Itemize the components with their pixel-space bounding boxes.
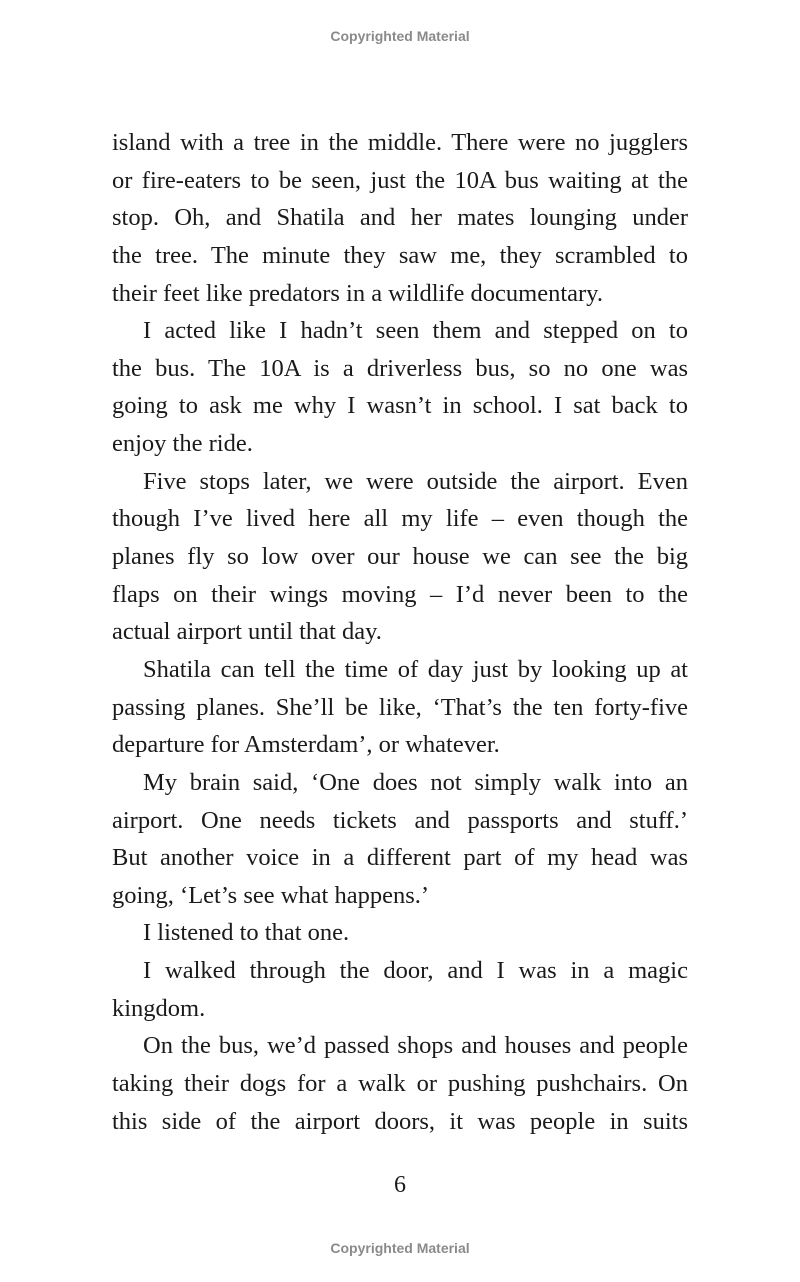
text-line: departure for Amsterdam’, or whatever. bbox=[112, 731, 500, 759]
page-number: 6 bbox=[394, 1172, 406, 1198]
text-line: On the bus, we’d passed shops and houses and people bbox=[143, 1032, 688, 1060]
text-line: actual airport until that day. bbox=[112, 618, 382, 646]
text-line: their feet like predators in a wildlife documentary. bbox=[112, 279, 603, 307]
text-line: or fire-eaters to be seen, just the 10A bus waiting at the bbox=[112, 166, 688, 194]
text-line: My brain said, ‘One does not simply walk into an bbox=[143, 768, 688, 796]
copyright-watermark-bottom: Copyrighted Material bbox=[330, 1240, 470, 1256]
text-line: going to ask me why I wasn’t in school. I sat back to bbox=[112, 392, 688, 420]
text-line: airport. One needs tickets and passports and stuff.’ bbox=[112, 806, 688, 834]
text-line: I acted like I hadn’t seen them and stepped on to bbox=[143, 317, 688, 345]
text-line: Shatila can tell the time of day just by looking up at bbox=[143, 655, 688, 683]
text-line: passing planes. She’ll be like, ‘That’s the ten forty-five bbox=[112, 693, 688, 721]
text-line: planes fly so low over our house we can see the big bbox=[112, 543, 688, 571]
text-line: the bus. The 10A is a driverless bus, so no one was bbox=[112, 354, 688, 382]
text-line: this side of the airport doors, it was people in suits bbox=[112, 1107, 688, 1135]
text-line: But another voice in a different part of my head was bbox=[112, 844, 688, 872]
text-line: stop. Oh, and Shatila and her mates lounging under bbox=[112, 204, 688, 232]
text-line: flaps on their wings moving – I’d never been to the bbox=[112, 580, 688, 608]
text-line: kingdom. bbox=[112, 994, 206, 1022]
text-line: enjoy the ride. bbox=[112, 430, 253, 458]
text-line: I walked through the door, and I was in a magic bbox=[143, 957, 688, 985]
body-text bbox=[112, 124, 688, 1140]
text-line: though I’ve lived here all my life – even though the bbox=[112, 505, 688, 533]
text-line: island with a tree in the middle. There were no jugglers bbox=[112, 129, 688, 156]
text-line: the tree. The minute they saw me, they scrambled to bbox=[112, 241, 688, 269]
copyright-watermark-top: Copyrighted Material bbox=[330, 28, 470, 44]
text-line: going, ‘Let’s see what happens.’ bbox=[112, 881, 430, 909]
text-line: I listened to that one. bbox=[143, 919, 350, 947]
text-line: Five stops later, we were outside the airport. Even bbox=[143, 467, 688, 495]
text-line: taking their dogs for a walk or pushing pushchairs. On bbox=[112, 1070, 688, 1098]
